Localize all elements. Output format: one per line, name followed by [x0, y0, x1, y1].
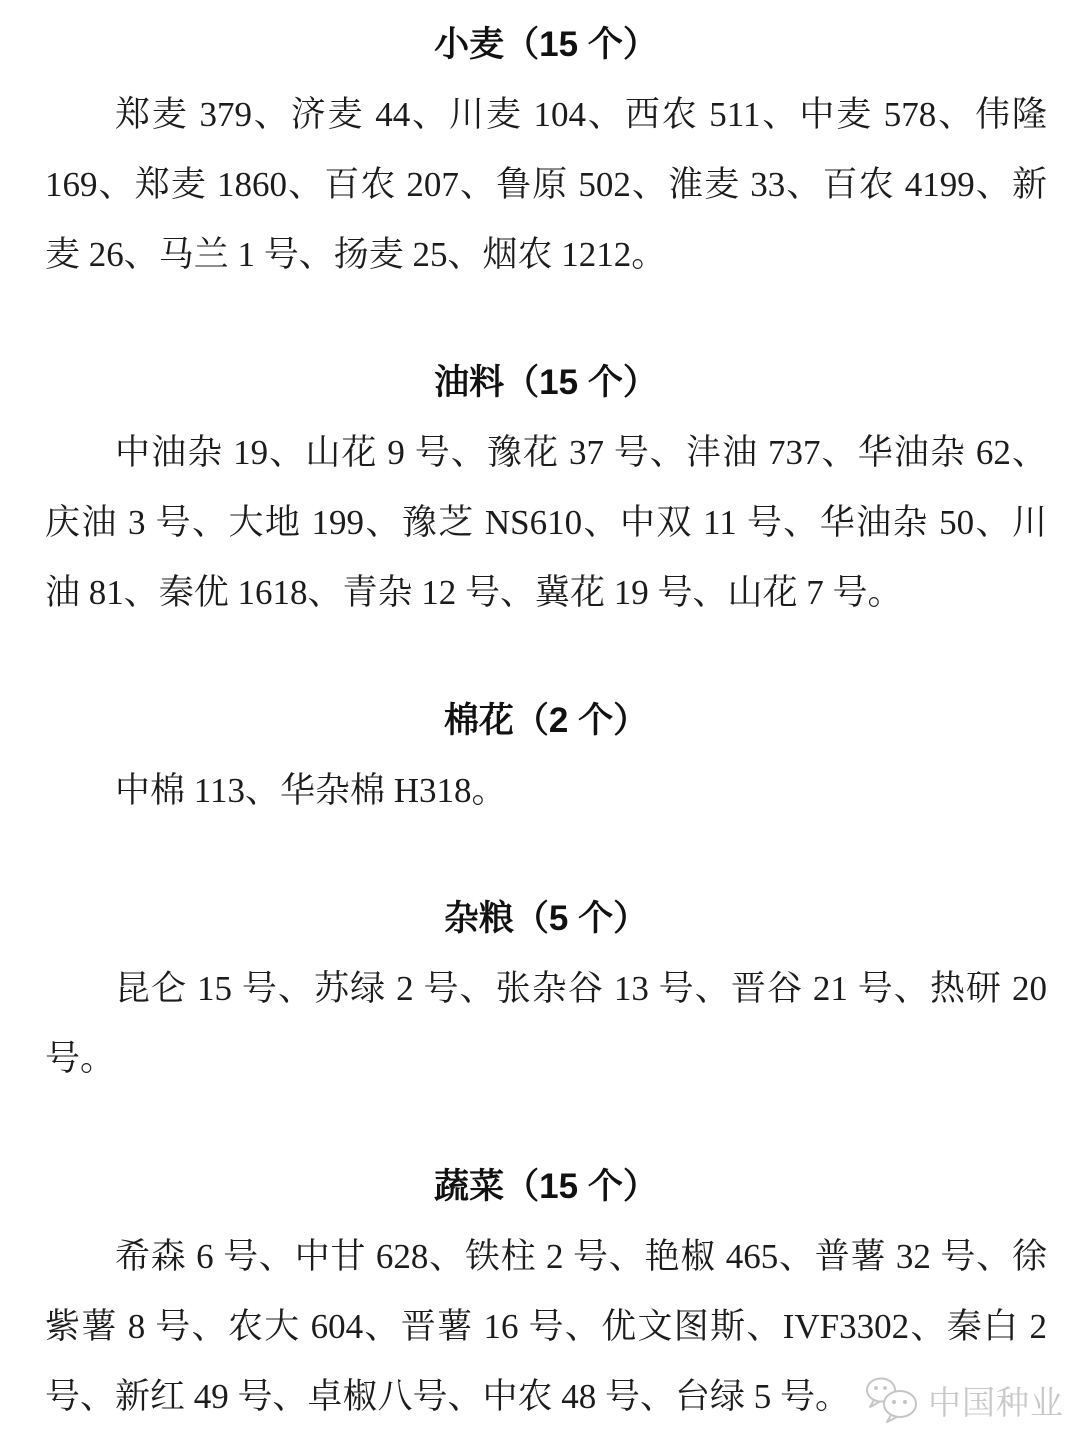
body-line: 油 81、秦优 1618、青杂 12 号、冀花 19 号、山花 7 号。 [45, 573, 903, 612]
section-misc-grains [45, 884, 1047, 1094]
section-title-cotton: 棉花（2 个） [443, 701, 649, 740]
section-cotton [45, 686, 1047, 826]
section-title-misc-grains: 杂粮（5 个） [443, 899, 649, 938]
watermark [864, 1376, 1064, 1424]
wechat-icon [864, 1376, 920, 1424]
body-line: 庆油 3 号、大地 199、豫芝 NS610、中双 11 号、华油杂 50、川 [45, 503, 1047, 542]
body-line: 169、郑麦 1860、百农 207、鲁原 502、淮麦 33、百农 4199、新 [45, 165, 1047, 204]
body-line: 中棉 113、华杂棉 H318。 [115, 771, 507, 810]
body-line: 麦 26、马兰 1 号、扬麦 25、烟农 1212。 [45, 235, 667, 274]
body-line: 紫薯 8 号、农大 604、晋薯 16 号、优文图斯、IVF3302、秦白 2 [45, 1307, 1047, 1346]
body-line: 昆仑 15 号、苏绿 2 号、张杂谷 13 号、晋谷 21 号、热研 20 [115, 969, 1047, 1008]
body-line: 号、新红 49 号、卓椒八号、中农 48 号、台绿 5 号。 [45, 1377, 851, 1416]
section-oil-crops [45, 348, 1047, 628]
body-line: 中油杂 19、山花 9 号、豫花 37 号、沣油 737、华油杂 62、 [115, 433, 1047, 472]
body-line: 号。 [45, 1039, 116, 1078]
section-title-wheat: 小麦（15 个） [434, 25, 658, 64]
watermark-label: 中国种业 [928, 1383, 1064, 1421]
body-line: 希森 6 号、中甘 628、铁柱 2 号、艳椒 465、普薯 32 号、徐 [115, 1237, 1047, 1276]
section-wheat [45, 10, 1047, 290]
section-title-vegetables: 蔬菜（15 个） [434, 1167, 658, 1206]
body-line: 郑麦 379、济麦 44、川麦 104、西农 511、中麦 578、伟隆 [115, 95, 1047, 134]
section-title-oil-crops: 油料（15 个） [434, 363, 658, 402]
